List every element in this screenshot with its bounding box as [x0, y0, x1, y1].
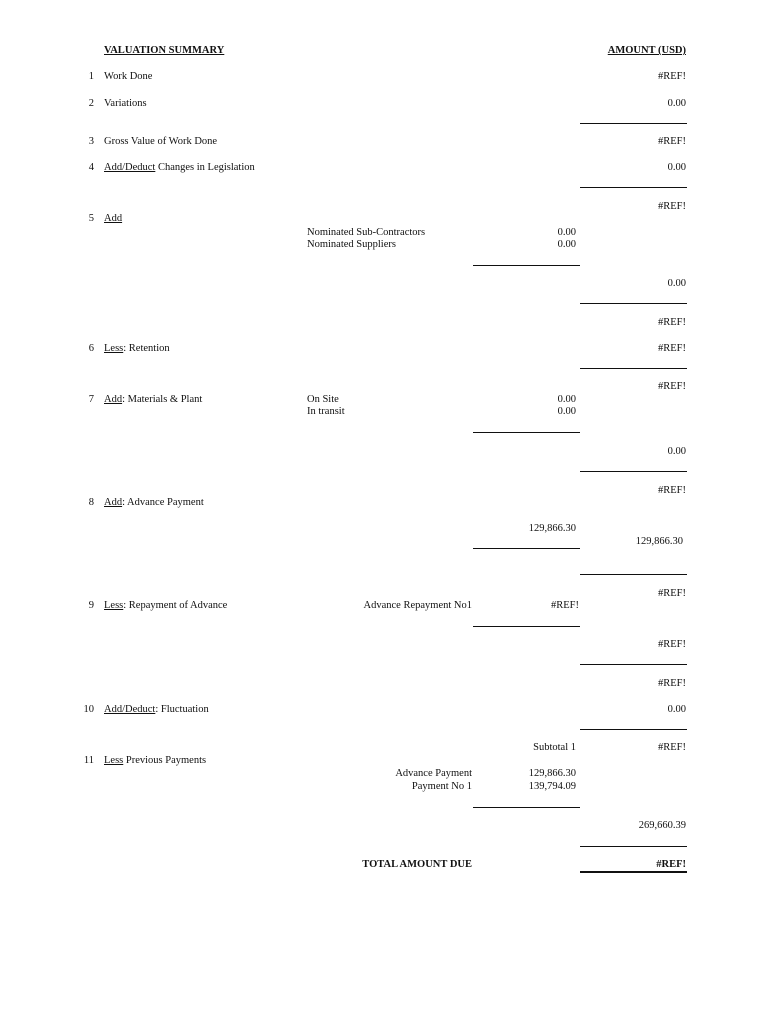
item-label: Advance Payment [395, 768, 472, 779]
total-label: TOTAL AMOUNT DUE [362, 859, 472, 870]
row-amount: 0.00 [667, 446, 686, 457]
item-value: 0.00 [557, 227, 576, 238]
item-value: 0.00 [557, 406, 576, 417]
item-value: #REF! [550, 600, 579, 611]
subtotal-rule [580, 368, 687, 369]
subtotal-rule [580, 123, 687, 124]
row-amount: #REF! [657, 343, 686, 354]
row-number: 8 [88, 497, 94, 508]
item-label: Nominated Sub-Contractors [307, 227, 426, 238]
total-rule [580, 871, 687, 873]
item-label: In transit [307, 406, 345, 417]
subtotal-rule [580, 664, 687, 665]
item-rule [473, 548, 580, 549]
row-label [104, 343, 170, 355]
subtotal-rule [580, 846, 687, 847]
row-amount: 129,866.30 [635, 536, 683, 547]
running-total: #REF! [657, 485, 686, 496]
row-label: Gross Value of Work Done [104, 136, 218, 147]
label-text: : Advance Payment [122, 497, 204, 508]
row-amount: 269,660.39 [638, 820, 686, 831]
item-label: Payment No 1 [411, 781, 472, 792]
label-text: Changes in Legislation [155, 162, 255, 173]
row-amount: 0.00 [667, 704, 686, 715]
item-label: Advance Repayment No1 [363, 600, 472, 611]
subtotal-rule [580, 729, 687, 730]
row-label: Add [104, 213, 123, 224]
subtotal-amount: #REF! [657, 742, 686, 753]
row-label [104, 394, 202, 406]
label-keyword: Add [104, 497, 123, 508]
row-number: 10 [83, 704, 94, 715]
subtotal-rule [580, 303, 687, 304]
row-amount: #REF! [657, 71, 686, 82]
label-text: : Retention [123, 343, 170, 354]
label-keyword: Less [104, 600, 124, 611]
row-number: 7 [88, 394, 94, 405]
row-number: 4 [88, 162, 94, 173]
label-text: Previous Payments [123, 755, 207, 766]
row-label [104, 600, 227, 612]
item-value: 129,866.30 [528, 768, 576, 779]
subtotal-rule [580, 574, 687, 575]
row-label [104, 162, 255, 174]
running-total: #REF! [657, 201, 686, 212]
row-number: 6 [88, 343, 94, 354]
row-number: 2 [88, 98, 94, 109]
running-total: #REF! [657, 678, 686, 689]
subtotal-label: Subtotal 1 [533, 742, 576, 753]
label-text: : Fluctuation [155, 704, 209, 715]
row-label [104, 497, 204, 509]
row-number: 11 [83, 755, 94, 766]
label-text: : Repayment of Advance [123, 600, 228, 611]
row-amount: 0.00 [667, 278, 686, 289]
label-keyword: Add [104, 394, 123, 405]
row-amount: #REF! [657, 136, 686, 147]
subtotal-rule [580, 187, 687, 188]
label-keyword: Less [104, 343, 124, 354]
item-rule [473, 626, 580, 627]
row-number: 3 [88, 136, 94, 147]
running-total: #REF! [657, 588, 686, 599]
amount-column-header: AMOUNT (USD) [607, 45, 686, 56]
row-amount: 0.00 [667, 162, 686, 173]
item-value: 139,794.09 [528, 781, 576, 792]
row-number: 9 [88, 600, 94, 611]
row-label: Work Done [104, 71, 153, 82]
item-value: 0.00 [557, 239, 576, 250]
item-rule [473, 265, 580, 266]
row-number: 1 [88, 71, 94, 82]
item-label: Nominated Suppliers [307, 239, 396, 250]
label-keyword: Add/Deduct [104, 704, 156, 715]
row-label [104, 704, 209, 716]
label-keyword: Less [104, 755, 124, 766]
running-total: #REF! [657, 317, 686, 328]
row-label: Variations [104, 98, 147, 109]
item-rule [473, 432, 580, 433]
row-label [104, 755, 206, 767]
running-total: #REF! [657, 381, 686, 392]
row-amount: #REF! [657, 639, 686, 650]
row-amount: 0.00 [667, 98, 686, 109]
label-text: : Materials & Plant [122, 394, 203, 405]
row-number: 5 [88, 213, 94, 224]
total-amount: #REF! [656, 859, 686, 870]
item-rule [473, 807, 580, 808]
item-value: 0.00 [557, 394, 576, 405]
subtotal-rule [580, 471, 687, 472]
page-title: VALUATION SUMMARY [104, 45, 225, 56]
item-value: 129,866.30 [528, 523, 576, 534]
item-label: On Site [307, 394, 339, 405]
label-keyword: Add/Deduct [104, 162, 156, 173]
